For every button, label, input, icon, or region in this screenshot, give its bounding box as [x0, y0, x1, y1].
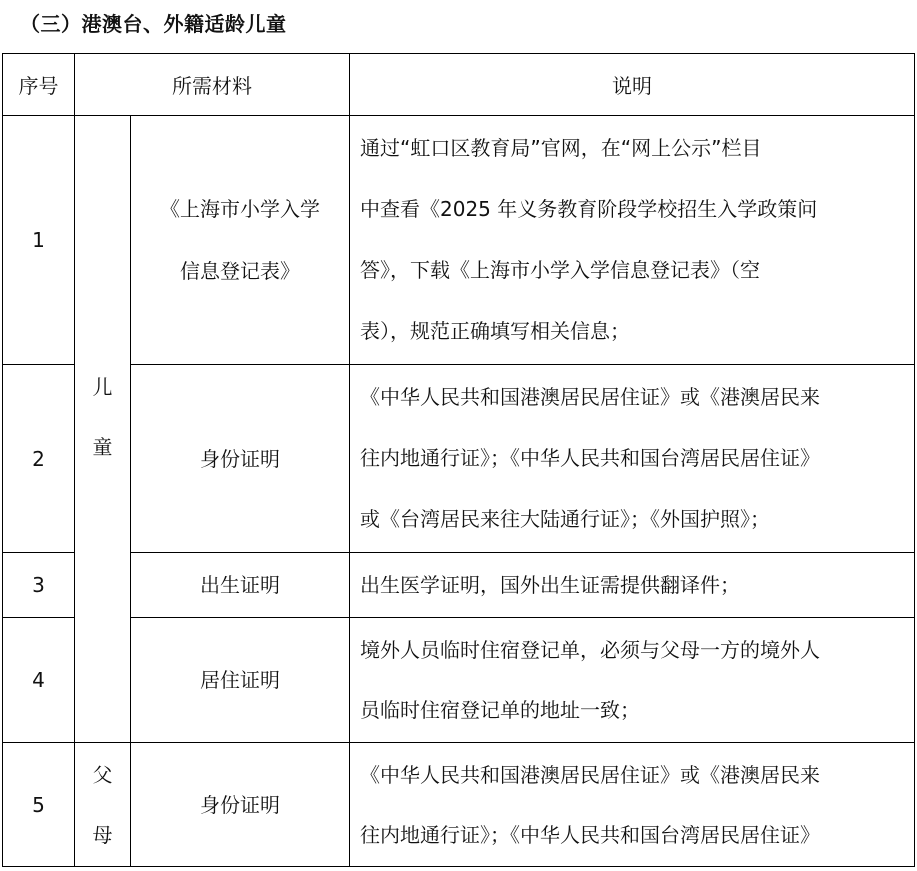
- group-child-char: 童: [92, 435, 113, 459]
- table-row: [3, 116, 915, 365]
- header-notes: 说明: [350, 54, 915, 116]
- material-cell: [131, 116, 350, 365]
- notes-line: 境外人员临时住宿登记单，必须与父母一方的境外人: [360, 638, 820, 662]
- table-row: [3, 743, 915, 867]
- group-child-char: 儿: [92, 375, 113, 399]
- material-cell: [131, 365, 350, 553]
- table-row: [3, 553, 915, 618]
- notes-line: 《中华人民共和国港澳居民居住证》或《港澳居民来: [360, 762, 820, 787]
- header-materials: 所需材料: [75, 54, 350, 116]
- notes-cell: [350, 365, 915, 553]
- notes-line: 出生医学证明，国外出生证需提供翻译件；: [360, 572, 740, 597]
- group-parent-char: 父: [92, 762, 113, 787]
- table-row: [3, 618, 915, 743]
- material-line: 信息登记表》: [180, 259, 300, 283]
- notes-cell: [350, 553, 915, 618]
- material-line: 身份证明: [200, 446, 280, 471]
- notes-line: 或《台湾居民来往大陆通行证》；《外国护照》；: [360, 507, 770, 531]
- table-header-row: [3, 54, 915, 116]
- table-row: [3, 365, 915, 553]
- materials-table: [2, 53, 915, 867]
- material-cell: [131, 618, 350, 743]
- material-line: 《上海市小学入学: [160, 197, 320, 221]
- notes-line: 通过“虹口区教育局”官网，在“网上公示”栏目: [360, 136, 762, 160]
- material-cell: [131, 553, 350, 618]
- material-line: 身份证明: [200, 792, 280, 817]
- notes-cell: [350, 116, 915, 365]
- notes-line: 往内地通行证》；《中华人民共和国台湾居民居住证》: [360, 446, 820, 470]
- notes-line: 答》，下载《上海市小学入学信息登记表》（空: [360, 258, 760, 282]
- header-index: 序号: [3, 54, 75, 116]
- notes-cell: [350, 743, 915, 867]
- notes-line: 中查看《2025 年义务教育阶段学校招生入学政策问: [360, 197, 818, 221]
- group-parent: [75, 743, 131, 867]
- material-line: 居住证明: [200, 668, 280, 692]
- row-index: 1: [3, 116, 75, 365]
- notes-cell: [350, 618, 915, 743]
- notes-line: 员临时住宿登记单的地址一致；: [360, 698, 640, 722]
- row-index: 5: [3, 743, 75, 867]
- material-cell: [131, 743, 350, 867]
- section-heading: （三）港澳台、外籍适龄儿童: [20, 12, 287, 36]
- group-parent-char: 母: [92, 822, 113, 847]
- group-child: [75, 116, 131, 743]
- notes-line: 表），规范正确填写相关信息；: [360, 319, 630, 343]
- notes-line: 往内地通行证》；《中华人民共和国台湾居民居住证》: [360, 822, 820, 847]
- material-line: 出生证明: [200, 573, 280, 597]
- row-index: 4: [3, 618, 75, 743]
- notes-line: 《中华人民共和国港澳居民居住证》或《港澳居民来: [360, 385, 820, 409]
- row-index: 2: [3, 365, 75, 553]
- row-index: 3: [3, 553, 75, 618]
